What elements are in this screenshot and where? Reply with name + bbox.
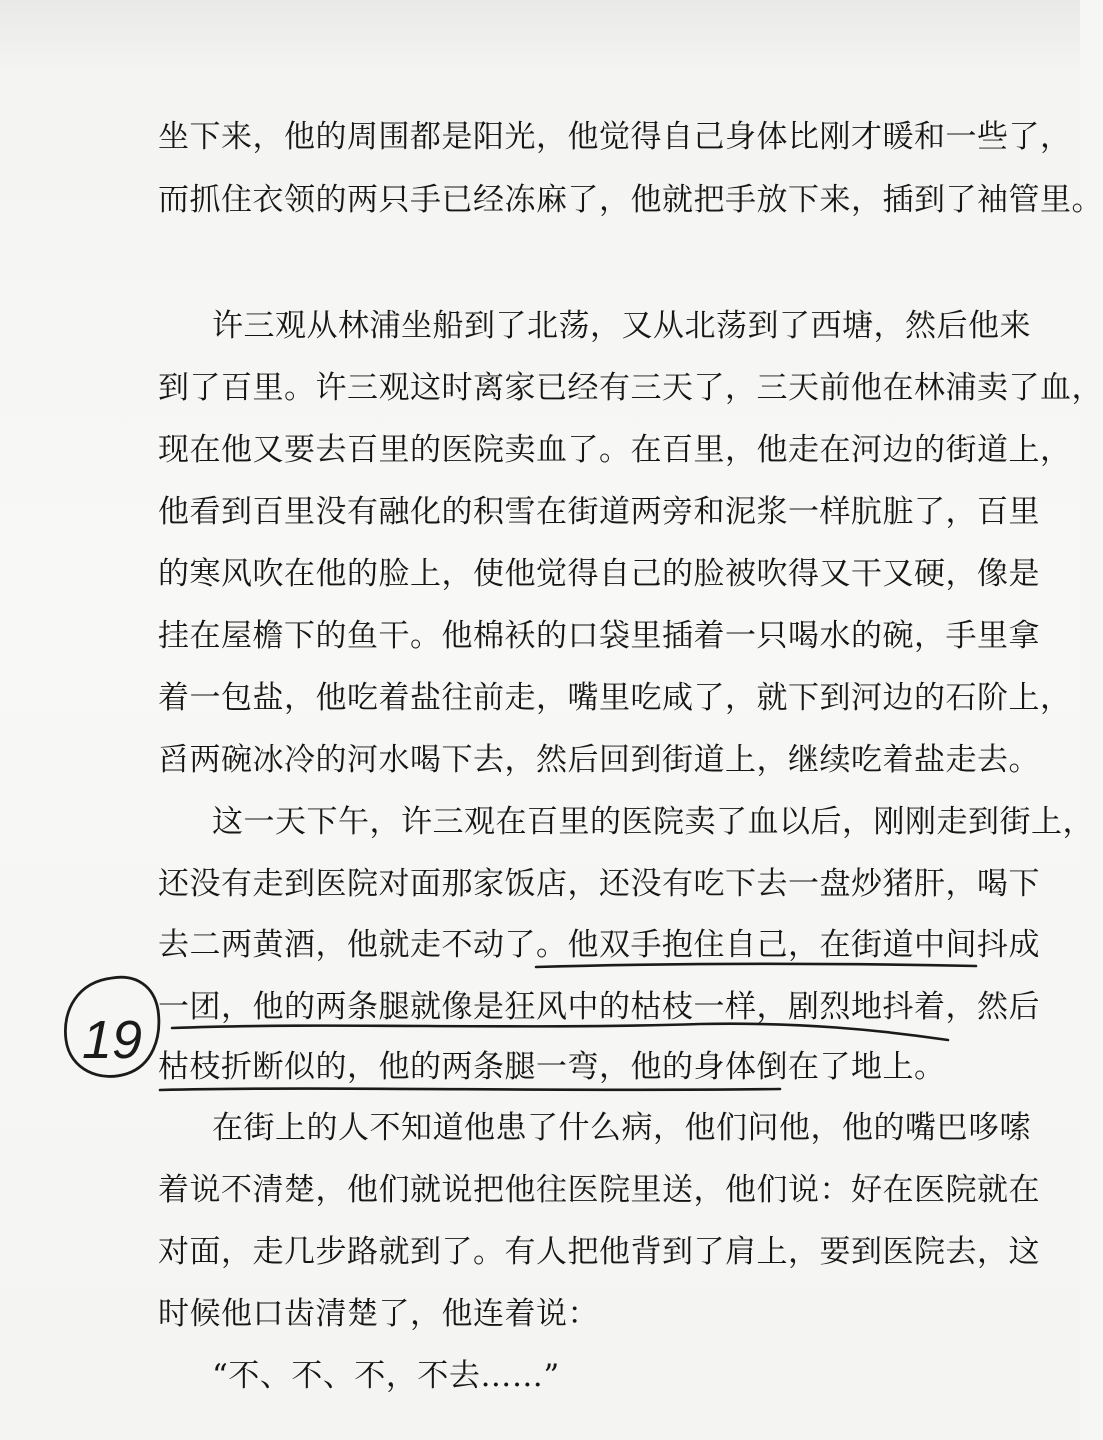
text-line: 的寒风吹在他的脸上，使他觉得自己的脸被吹得又干又硬，像是: [158, 556, 1040, 592]
text-line: 而抓住衣领的两只手已经冻麻了，他就把手放下来，插到了袖管里。: [158, 182, 1103, 218]
text-line: 舀两碗冰冷的河水喝下去，然后回到街道上，继续吃着盐走去。: [158, 742, 1040, 778]
text-line: 枯枝折断似的，他的两条腿一弯，他的身体倒在了地上。: [158, 1049, 946, 1085]
page-shadow: [0, 0, 1080, 70]
text-line: 挂在屋檐下的鱼干。他棉袄的口袋里插着一只喝水的碗，手里拿: [158, 618, 1040, 654]
text-line: 着说不清楚，他们就说把他往医院里送，他们说：好在医院就在: [158, 1172, 1040, 1208]
text-line: 到了百里。许三观这时离家已经有三天了，三天前他在林浦卖了血，: [158, 370, 1103, 406]
handwritten-number: 19: [82, 1010, 143, 1070]
text-line: 他看到百里没有融化的积雪在街道两旁和泥浆一样肮脏了，百里: [158, 494, 1040, 530]
text-line: 坐下来，他的周围都是阳光，他觉得自己身体比刚才暖和一些了，: [158, 119, 1072, 155]
text-line: “不、不、不，不去……”: [212, 1358, 560, 1394]
text-line: 在街上的人不知道他患了什么病，他们问他，他的嘴巴哆嗦: [212, 1110, 1031, 1146]
text-line: 这一天下午，许三观在百里的医院卖了血以后，刚刚走到街上，: [212, 804, 1094, 840]
annotation-circle: [65, 977, 158, 1076]
text-line: 着一包盐，他吃着盐往前走，嘴里吃咸了，就下到河边的石阶上，: [158, 680, 1072, 716]
text-line: 去二两黄酒，他就走不动了。他双手抱住自己，在街道中间抖成: [158, 927, 1040, 963]
text-line: 还没有走到医院对面那家饭店，还没有吃下去一盘炒猪肝，喝下: [158, 866, 1040, 902]
text-line: 一团，他的两条腿就像是狂风中的枯枝一样，剧烈地抖着，然后: [158, 989, 1040, 1025]
underline-3: [160, 1089, 780, 1090]
text-line: 对面，走几步路就到了。有人把他背到了肩上，要到医院去，这: [158, 1234, 1040, 1270]
text-line: 现在他又要去百里的医院卖血了。在百里，他走在河边的街道上，: [158, 432, 1072, 468]
text-line: 许三观从林浦坐船到了北荡，又从北荡到了西塘，然后他来: [212, 308, 1031, 344]
text-line: 时候他口齿清楚了，他连着说：: [158, 1296, 599, 1332]
